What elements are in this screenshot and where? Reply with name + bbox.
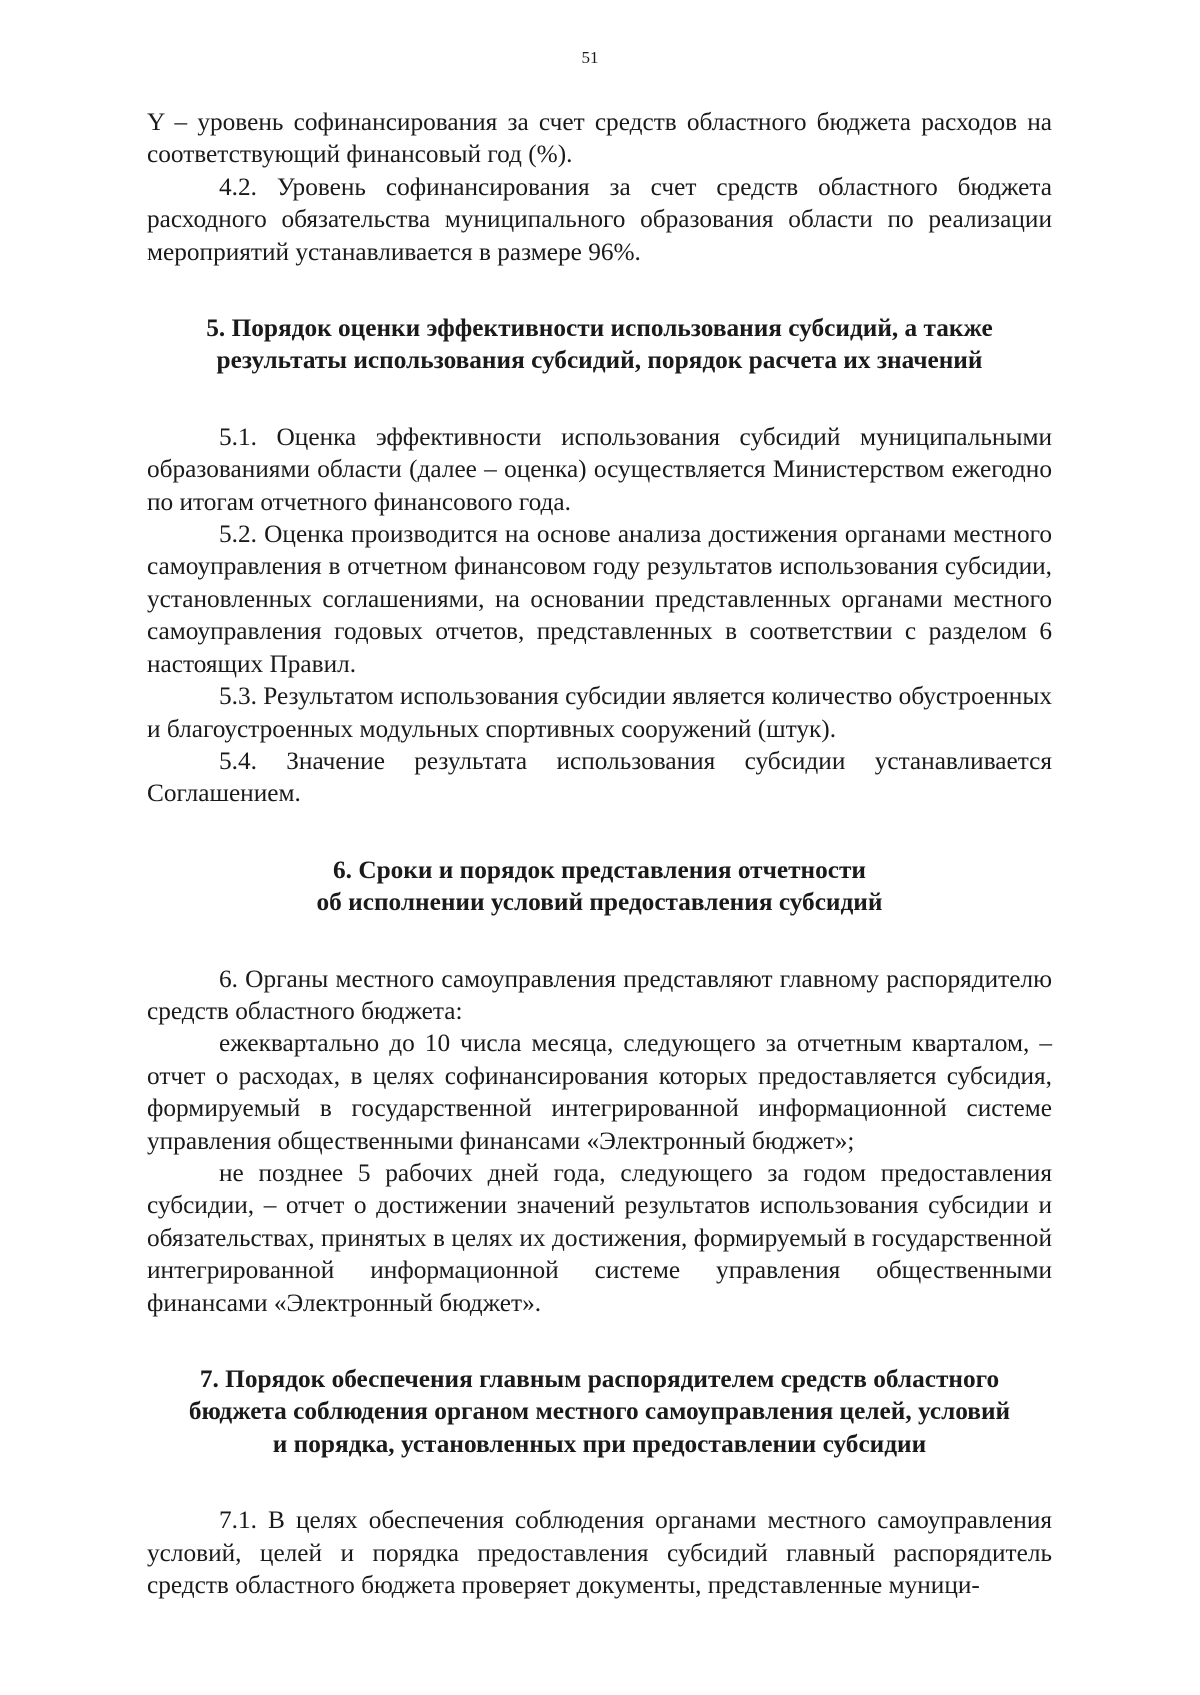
section-7-heading <box>147 1363 1052 1460</box>
paragraph-5-4: 5.4. Значение результата использования субсидии устанавливается Соглашением. <box>147 746 1052 808</box>
paragraph-6: 6. Органы местного самоуправления представляют главному распорядителю средств областного бюджета: <box>147 964 1052 1025</box>
paragraph-6-quarterly: ежеквартально до 10 числа месяца, следующего за отчетным кварталом, – отчет о расходах, в целях софинансирования которых предоставляется субсидия, формируемый в государственной интегрированной информационной системе управления общественными финансами «Электронный бюджет»; <box>147 1029 1052 1155</box>
heading-line: 7. Порядок обеспечения главным распорядителем средств областного <box>199 1365 1000 1393</box>
paragraph-7-1: 7.1. В целях обеспечения соблюдения органами местного самоуправления условий, целей и порядка предоставления субсидий главный распорядитель средств областного бюджета проверяет документы, представленные муници- <box>147 1506 1052 1600</box>
paragraph-5-3: 5.3. Результатом использования субсидии является количество обустроенных и благоустроенных модульных спортивных сооружений (штук). <box>147 682 1052 743</box>
heading-line: 6. Сроки и порядок представления отчетности <box>333 855 866 884</box>
paragraph-y-definition: Y – уровень софинансирования за счет средств областного бюджета расходов на соответствующий финансовый год (%). <box>147 108 1052 169</box>
paragraph-5-2: 5.2. Оценка производится на основе анализа достижения органами местного самоуправления в отчетном финансовом году результатов использования субсидии, установленных соглашениями, на основании представленных органами местного самоуправления годовых отчетов, представленных в соответствии с разделом 6 настоящих Правил. <box>147 520 1052 678</box>
section-5-heading <box>147 312 1052 377</box>
paragraph-5-1: 5.1. Оценка эффективности использования субсидий муниципальными образованиями области (далее – оценка) осуществляется Министерством ежегодно по итогам отчетного финансового года. <box>147 422 1052 516</box>
heading-line: и порядка, установленных при предоставлении субсидии <box>272 1429 927 1458</box>
section-6-heading <box>147 854 1052 919</box>
page-number: 51 <box>581 48 599 67</box>
heading-line: об исполнении условий предоставления субсидий <box>316 888 883 917</box>
heading-line: 5. Порядок оценки эффективности использования субсидий, а также <box>206 314 993 343</box>
paragraph-6-annual: не позднее 5 рабочих дней года, следующего за годом предоставления субсидии, – отчет о достижении значений результатов использования субсидии и обязательствах, принятых в целях их достижения, формируемый в государственной интегрированной информационной системе управления общественными финансами «Электронный бюджет». <box>147 1158 1052 1317</box>
heading-line: бюджета соблюдения органом местного самоуправления целей, условий <box>188 1397 1011 1426</box>
document-body <box>147 106 1052 1601</box>
heading-line: результаты использования субсидий, порядок расчета их значений <box>216 346 983 375</box>
paragraph-4-2: 4.2. Уровень софинансирования за счет средств областного бюджета расходного обязательства муниципального образования области по реализации мероприятий устанавливается в размере 96%. <box>147 172 1052 266</box>
